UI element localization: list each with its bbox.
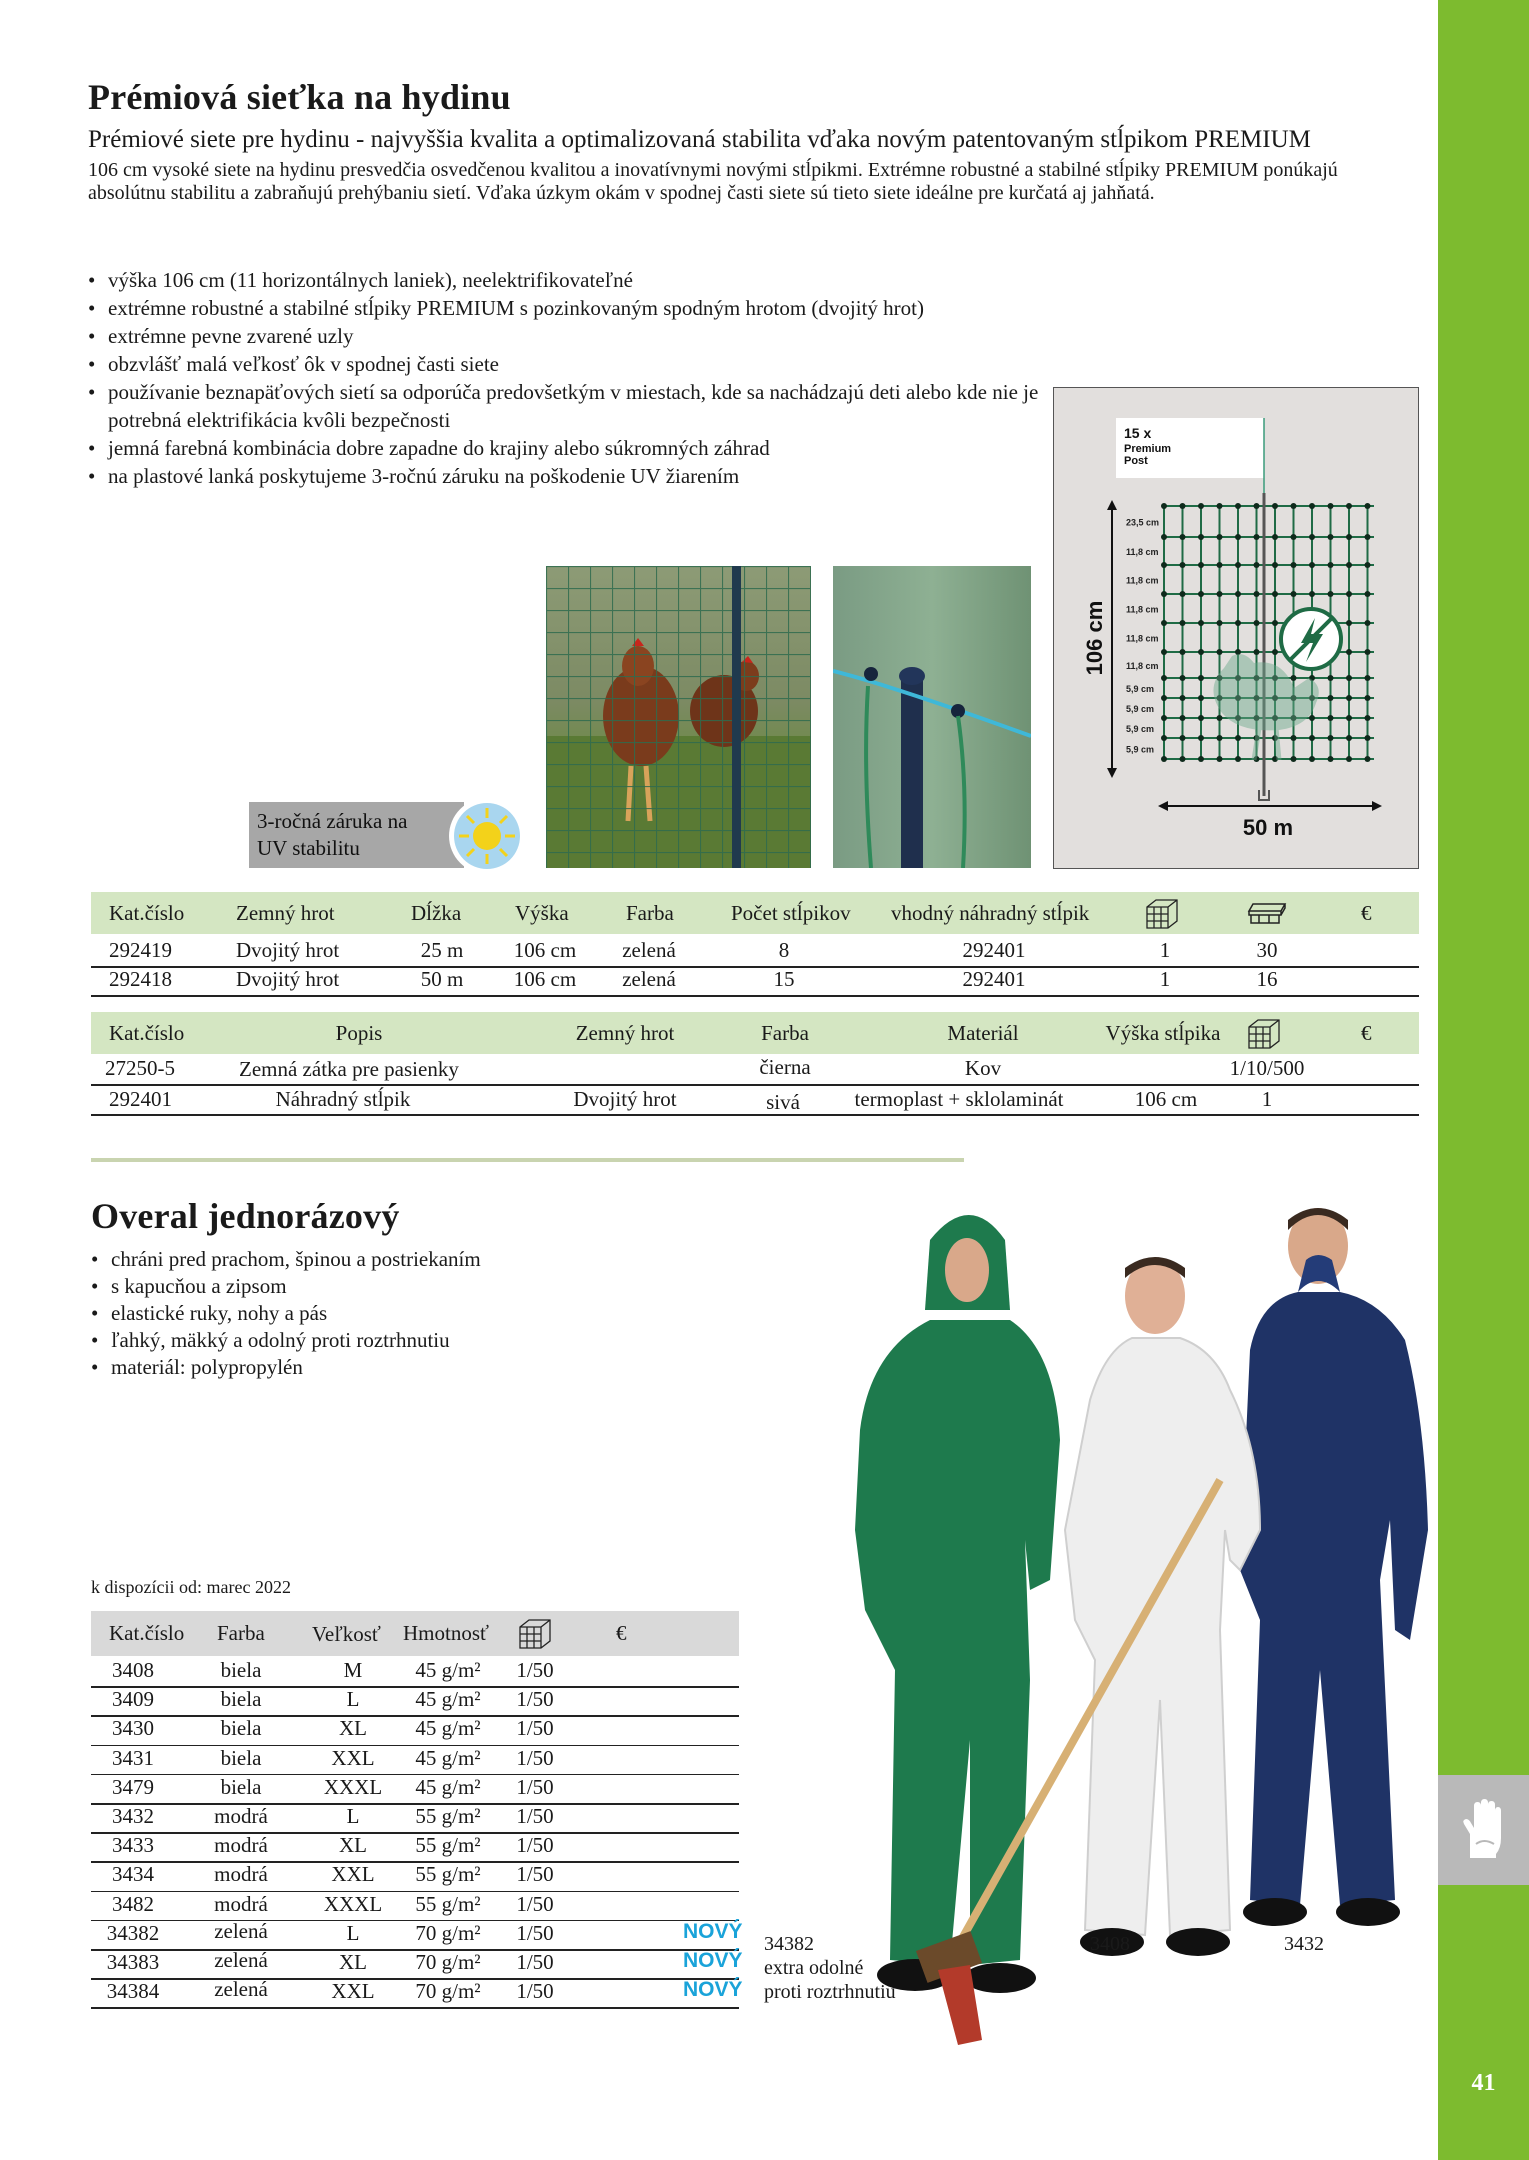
caption-line: proti roztrhnutiu [764,1981,896,2003]
cell-pallet: 30 [1256,938,1278,962]
net-knot [1198,591,1204,597]
list-item: • extrémne robustné a stabilné stĺpiky PREMIUM s pozinkovaným spodným hrotom (dvojitý hrot) [88,294,1048,322]
spacing-label: 5,9 cm [1126,684,1155,694]
section-divider [91,1158,964,1162]
netting-intro: 106 cm vysoké siete na hydinu presvedčia osvedčenou kvalitou a inovatívnymi novými stĺpikmi. Extrémne robustné a stabilné stĺpiky PREMIUM ponúkajú absolútnu stabilitu a zabraňujú prehýbaniu sietí. Vďaka úzkym okám v spodnej časti siete sú tieto siete ideálne pre kurčatá aj jahňatá. [88,159,1338,204]
net-knot [1346,503,1352,509]
cell-cat: 34382 [106,1920,160,1945]
net-knot [1365,503,1371,509]
cell-weight: 55 g/m² [415,1833,481,1858]
cell-material: Kov [964,1056,1002,1080]
cell-weight: 45 g/m² [415,1687,481,1712]
net-knot [1328,503,1334,509]
caption-green-coverall [764,1932,896,2004]
col-header-material: Materiál [947,1021,1019,1045]
col-header-price: € [1361,901,1372,925]
cell-package: 1/50 [516,1833,554,1858]
new-badge: NOVÝ [683,1978,743,2001]
overall-features [91,1246,691,1381]
cell-package: 1/50 [516,1687,554,1712]
net-knot [1235,562,1241,568]
blue-coverall [1240,1208,1428,1926]
net-knot [1161,591,1167,597]
cell-package: 1/50 [516,1862,554,1887]
height-label: 106 cm [1082,600,1107,676]
net-knot [1346,756,1352,762]
uv-badge-line1: 3-ročná záruka na [257,809,408,833]
new-badge: NOVÝ [683,1949,743,1972]
col-header-cat: Kat.číslo [109,901,185,925]
cell-weight: 55 g/m² [415,1804,481,1828]
col-header-spare-post: vhodný náhradný stĺpik [891,901,1090,925]
caption-line: 34382 [764,1933,814,1955]
cell-cat: 292419 [109,938,172,962]
sun-icon [449,798,525,874]
cell-material: termoplast + sklolaminát [854,1087,1064,1111]
net-knot [1365,591,1371,597]
cell-package: 1/50 [516,1920,554,1945]
cell-post-height: 106 cm [1134,1087,1198,1111]
net-knot [1180,649,1186,655]
cell-package: 1 [1159,938,1171,962]
cell-weight: 45 g/m² [415,1745,481,1770]
package-icon [1144,897,1180,931]
cell-size: XL [339,1950,367,1974]
uv-warranty-badge [249,802,529,868]
availability-note: k dispozícii od: marec 2022 [91,1577,291,1597]
cell-description: Náhradný stĺpik [275,1087,411,1111]
accessories-table [91,1012,1419,1116]
net-knot [1346,534,1352,540]
net-knot [1235,756,1241,762]
net-knot [1328,715,1334,721]
net-knot [1254,562,1260,568]
cell-color: čierna [759,1055,811,1079]
net-knot [1198,735,1204,741]
list-item: • elastické ruky, nohy a pás [91,1300,691,1327]
white-coverall [1065,1257,1260,1956]
cell-cat: 27250-5 [105,1056,175,1080]
net-knot [1365,735,1371,741]
cell-weight: 45 g/m² [415,1658,481,1682]
net-knot [1217,534,1223,540]
cell-weight: 70 g/m² [415,1920,481,1945]
posts-label-1: Premium [1124,443,1172,455]
net-knot [1272,562,1278,568]
net-knot [1217,562,1223,568]
cell-post-count: 8 [778,938,790,962]
net-knot [1161,562,1167,568]
col-header-price: € [1361,1021,1372,1045]
cell-color: modrá [214,1804,268,1828]
net-knot [1272,534,1278,540]
net-knot [1291,591,1297,597]
cell-pallet: 16 [1256,967,1278,991]
cell-color: zelená [622,938,676,962]
pallet-icon [1247,902,1287,926]
cell-post-count: 15 [773,967,795,991]
section-tab[interactable] [1438,1775,1529,1885]
list-item: • na plastové lanká poskytujeme 3-ročnú záruku na poškodenie UV žiarením [88,462,1048,490]
list-item: • extrémne pevne zvarené uzly [88,322,1048,350]
spacing-label: 11,8 cm [1126,661,1159,671]
cell-weight: 70 g/m² [415,1950,481,1974]
cell-cat: 3482 [112,1891,154,1916]
net-knot [1198,756,1204,762]
cell-size: XXL [331,1862,375,1887]
net-knot [1328,735,1334,741]
net-knot [1291,534,1297,540]
cell-color: biela [220,1774,262,1799]
net-knot [1328,675,1334,681]
col-header-cat: Kat.číslo [109,1621,185,1645]
cell-weight: 45 g/m² [415,1774,481,1799]
net-knot [1235,735,1241,741]
row-divider [91,2007,739,2009]
net-knot [1309,562,1315,568]
list-item: • obzvlášť malá veľkosť ôk v spodnej časti siete [88,350,1048,378]
net-knot [1235,649,1241,655]
net-knot [1198,675,1204,681]
cell-package: 1/50 [516,1891,554,1916]
net-knot [1161,695,1167,701]
cell-cat: 292418 [109,967,172,991]
cell-package: 1 [1261,1087,1273,1111]
cell-color: zelená [214,1918,268,1943]
cell-weight: 55 g/m² [415,1862,481,1887]
net-knot [1180,735,1186,741]
net-knot [1198,620,1204,626]
net-knot [1328,695,1334,701]
length-label: 50 m [1242,815,1294,840]
net-knot [1180,562,1186,568]
spacing-label: 11,8 cm [1126,575,1159,586]
net-knot [1180,695,1186,701]
list-item: • chráni pred prachom, špinou a postriekaním [91,1246,691,1273]
net-knot [1180,503,1186,509]
col-header-length: Dĺžka [411,901,462,925]
cell-package: 1/50 [516,1774,554,1799]
list-item: • ľahký, mäkký a odolný proti roztrhnutiu [91,1327,691,1354]
net-knot [1198,715,1204,721]
package-icon [517,1617,553,1651]
spacing-label: 5,9 cm [1126,744,1155,755]
coveralls-photo [820,1200,1438,2060]
col-header-price: € [616,1621,627,1645]
posts-label-2: Post [1124,455,1148,467]
green-coverall [855,1215,1060,1993]
netting-title: Prémiová sieťka na hydinu [88,77,511,117]
cell-length: 50 m [420,967,464,991]
net-knot [1198,562,1204,568]
net-knot [1346,620,1352,626]
spacing-label: 5,9 cm [1126,724,1155,734]
cell-spike: Dvojitý hrot [236,938,340,962]
glove-icon [1456,1798,1512,1862]
cell-package: 1/50 [516,1745,554,1770]
cell-color: modrá [214,1833,268,1858]
page-number: 41 [1471,2070,1496,2096]
net-knot [1309,534,1315,540]
net-knot [1254,534,1260,540]
net-knot [1365,534,1371,540]
spacing-label: 23,5 cm [1126,517,1160,528]
net-knot [1272,649,1278,655]
cell-cat: 34384 [106,1979,160,2004]
cell-cat: 3408 [112,1658,154,1682]
cell-description: Zemná zátka pre pasienky [239,1057,459,1081]
cell-color: zelená [622,967,676,991]
hens-photo [546,566,811,868]
net-knot [1254,591,1260,597]
net-knot [1161,649,1167,655]
net-knot [1365,649,1371,655]
cell-cat: 3431 [112,1745,154,1770]
net-knot [1309,735,1315,741]
net-knot [1365,620,1371,626]
net-knot [1217,591,1223,597]
cell-size: L [346,1687,360,1712]
net-knot [1365,562,1371,568]
net-knot [1161,675,1167,681]
cell-cat: 3432 [112,1804,154,1828]
net-knot [1180,756,1186,762]
cell-size: L [346,1804,360,1828]
net-knot [1198,503,1204,509]
cell-color: sivá [766,1090,800,1114]
cell-height: 106 cm [513,938,577,962]
spacing-label: 11,8 cm [1126,604,1159,615]
net-knot [1217,756,1223,762]
net-knot [1346,562,1352,568]
spacing-label: 11,8 cm [1126,633,1159,644]
cell-package: 1/10/500 [1229,1056,1305,1080]
net-knot [1291,756,1297,762]
cell-cat: 3433 [112,1833,154,1858]
net-knot [1365,695,1371,701]
net-knot [1161,503,1167,509]
cell-package: 1/50 [516,1804,554,1828]
col-header-color: Farba [761,1021,809,1045]
net-knot [1180,591,1186,597]
list-item: • výška 106 cm (11 horizontálnych laniek), neelektrifikovateľné [88,266,1048,294]
netting-table [91,892,1419,998]
net-knot [1198,695,1204,701]
net-knot [1235,620,1241,626]
net-knot [1309,756,1315,762]
net-knot [1346,735,1352,741]
net-knot [1161,534,1167,540]
cell-size: XXXL [323,1891,383,1916]
cell-length: 25 m [420,938,464,962]
cell-color: biela [220,1745,262,1770]
net-knot [1180,534,1186,540]
net-knot [1309,591,1315,597]
cell-spare-post: 292401 [962,938,1026,962]
cell-spike: Dvojitý hrot [236,967,340,991]
caption-line: extra odolné [764,1957,864,1979]
cell-spike: Dvojitý hrot [573,1087,677,1111]
cell-spare-post: 292401 [962,967,1026,991]
net-knot [1180,715,1186,721]
col-header-color: Farba [217,1621,265,1645]
post-photo [833,566,1031,868]
list-item: • materiál: polypropylén [91,1354,691,1381]
net-knot [1180,675,1186,681]
col-header-description: Popis [335,1021,383,1045]
caption-blue-coverall: 3432 [1284,1933,1324,1955]
netting-subtitle: Prémiové siete pre hydinu - najvyššia kvalita a optimalizovaná stabilita vďaka novým patentovaným stĺpikom PREMIUM [88,126,1311,153]
net-knot [1291,503,1297,509]
net-knot [1346,649,1352,655]
cell-weight: 45 g/m² [415,1716,481,1741]
net-knot [1217,715,1223,721]
cell-color: biela [220,1716,262,1741]
spacing-label: 11,8 cm [1126,547,1159,557]
cell-package: 1/50 [516,1658,554,1682]
net-knot [1291,675,1297,681]
net-knot [1291,735,1297,741]
cell-size: L [346,1920,360,1945]
net-knot [1235,591,1241,597]
net-knot [1328,756,1334,762]
net-dimension-diagram [1053,387,1419,869]
cell-cat: 292401 [109,1087,172,1111]
caption-white-coverall: 3408 [1090,1933,1130,1955]
spacing-labels [1126,518,1159,755]
netting-features [88,266,1048,490]
cell-package: 1/50 [516,1950,554,1974]
row-divider [91,1084,1419,1086]
cell-size: XXXL [323,1774,383,1799]
col-header-cat: Kat.číslo [109,1021,185,1045]
net-knot [1328,534,1334,540]
net-knot [1217,620,1223,626]
cell-color: modrá [214,1862,268,1887]
net-knot [1365,715,1371,721]
cell-weight: 70 g/m² [415,1979,481,2004]
col-header-post-count: Počet stĺpikov [731,901,851,925]
cell-package: 1 [1159,967,1171,991]
net-knot [1365,756,1371,762]
overall-table [91,1611,739,2009]
spacing-label: 5,9 cm [1126,704,1155,714]
net-knot [1328,591,1334,597]
cell-size: XL [339,1716,367,1741]
hen-silhouette-icon [1213,654,1318,760]
net-knot [1272,591,1278,597]
net-knot [1309,503,1315,509]
net-knot [1346,695,1352,701]
cell-cat: 3479 [112,1774,154,1799]
cell-size: M [343,1658,363,1682]
net-knot [1161,735,1167,741]
net-knot [1198,649,1204,655]
net-knot [1161,756,1167,762]
list-item: • s kapucňou a zipsom [91,1273,691,1300]
list-item: • jemná farebná kombinácia dobre zapadne do krajiny alebo súkromných záhrad [88,434,1048,462]
net-knot [1161,715,1167,721]
cell-package: 1/50 [516,1979,554,2004]
net-knot [1272,503,1278,509]
net-knot [1254,649,1260,655]
net-knot [1235,503,1241,509]
col-header-spike: Zemný hrot [236,901,335,925]
cell-cat: 3409 [112,1687,154,1712]
cell-cat: 3430 [112,1716,154,1741]
col-header-size: Veľkosť [312,1622,381,1646]
package-icon [1246,1017,1282,1051]
cell-weight: 55 g/m² [415,1891,481,1916]
net-knot [1217,649,1223,655]
net-knot [1235,534,1241,540]
cell-package: 1/50 [516,1716,554,1741]
uv-badge-line2: UV stabilitu [257,836,360,860]
list-item: • používanie beznapäťových sietí sa odporúča predovšetkým v miestach, kde sa nachádzajú deti alebo kde nie je potrebná elektrifikácia kvôli bezpečnosti [88,378,1058,434]
cell-height: 106 cm [513,967,577,991]
net-knot [1365,675,1371,681]
net-knot [1217,503,1223,509]
col-header-weight: Hmotnosť [403,1621,489,1645]
net-knot [1346,675,1352,681]
cell-cat: 34383 [106,1950,160,1974]
net-knot [1161,620,1167,626]
posts-count: 15 x [1124,425,1152,441]
new-badge: NOVÝ [683,1920,743,1943]
col-header-height: Výška [515,901,569,925]
row-divider [91,1114,1419,1116]
cell-color: biela [220,1687,262,1712]
net-knot [1217,735,1223,741]
cell-color: zelená [214,1948,268,1972]
net-knot [1291,562,1297,568]
net-knot [1346,715,1352,721]
col-header-color: Farba [626,901,674,925]
cell-color: zelená [214,1977,268,2002]
row-divider [91,995,1419,997]
net-knot [1180,620,1186,626]
net-knot [1198,534,1204,540]
cell-size: XXL [331,1745,375,1770]
cell-color: modrá [214,1891,268,1916]
col-header-spike: Zemný hrot [575,1021,675,1045]
net-knot [1272,620,1278,626]
no-electricity-icon [1281,609,1341,669]
net-knot [1254,620,1260,626]
net-knot [1328,562,1334,568]
col-header-post-height: Výška stĺpika [1105,1021,1221,1045]
net-knot [1254,503,1260,509]
cell-cat: 3434 [112,1862,154,1887]
cell-size: XL [339,1833,367,1858]
net-knot [1309,715,1315,721]
overall-title: Overal jednorázový [91,1196,400,1236]
net-knot [1346,591,1352,597]
cell-size: XXL [331,1979,375,2004]
cell-color: biela [220,1658,262,1682]
